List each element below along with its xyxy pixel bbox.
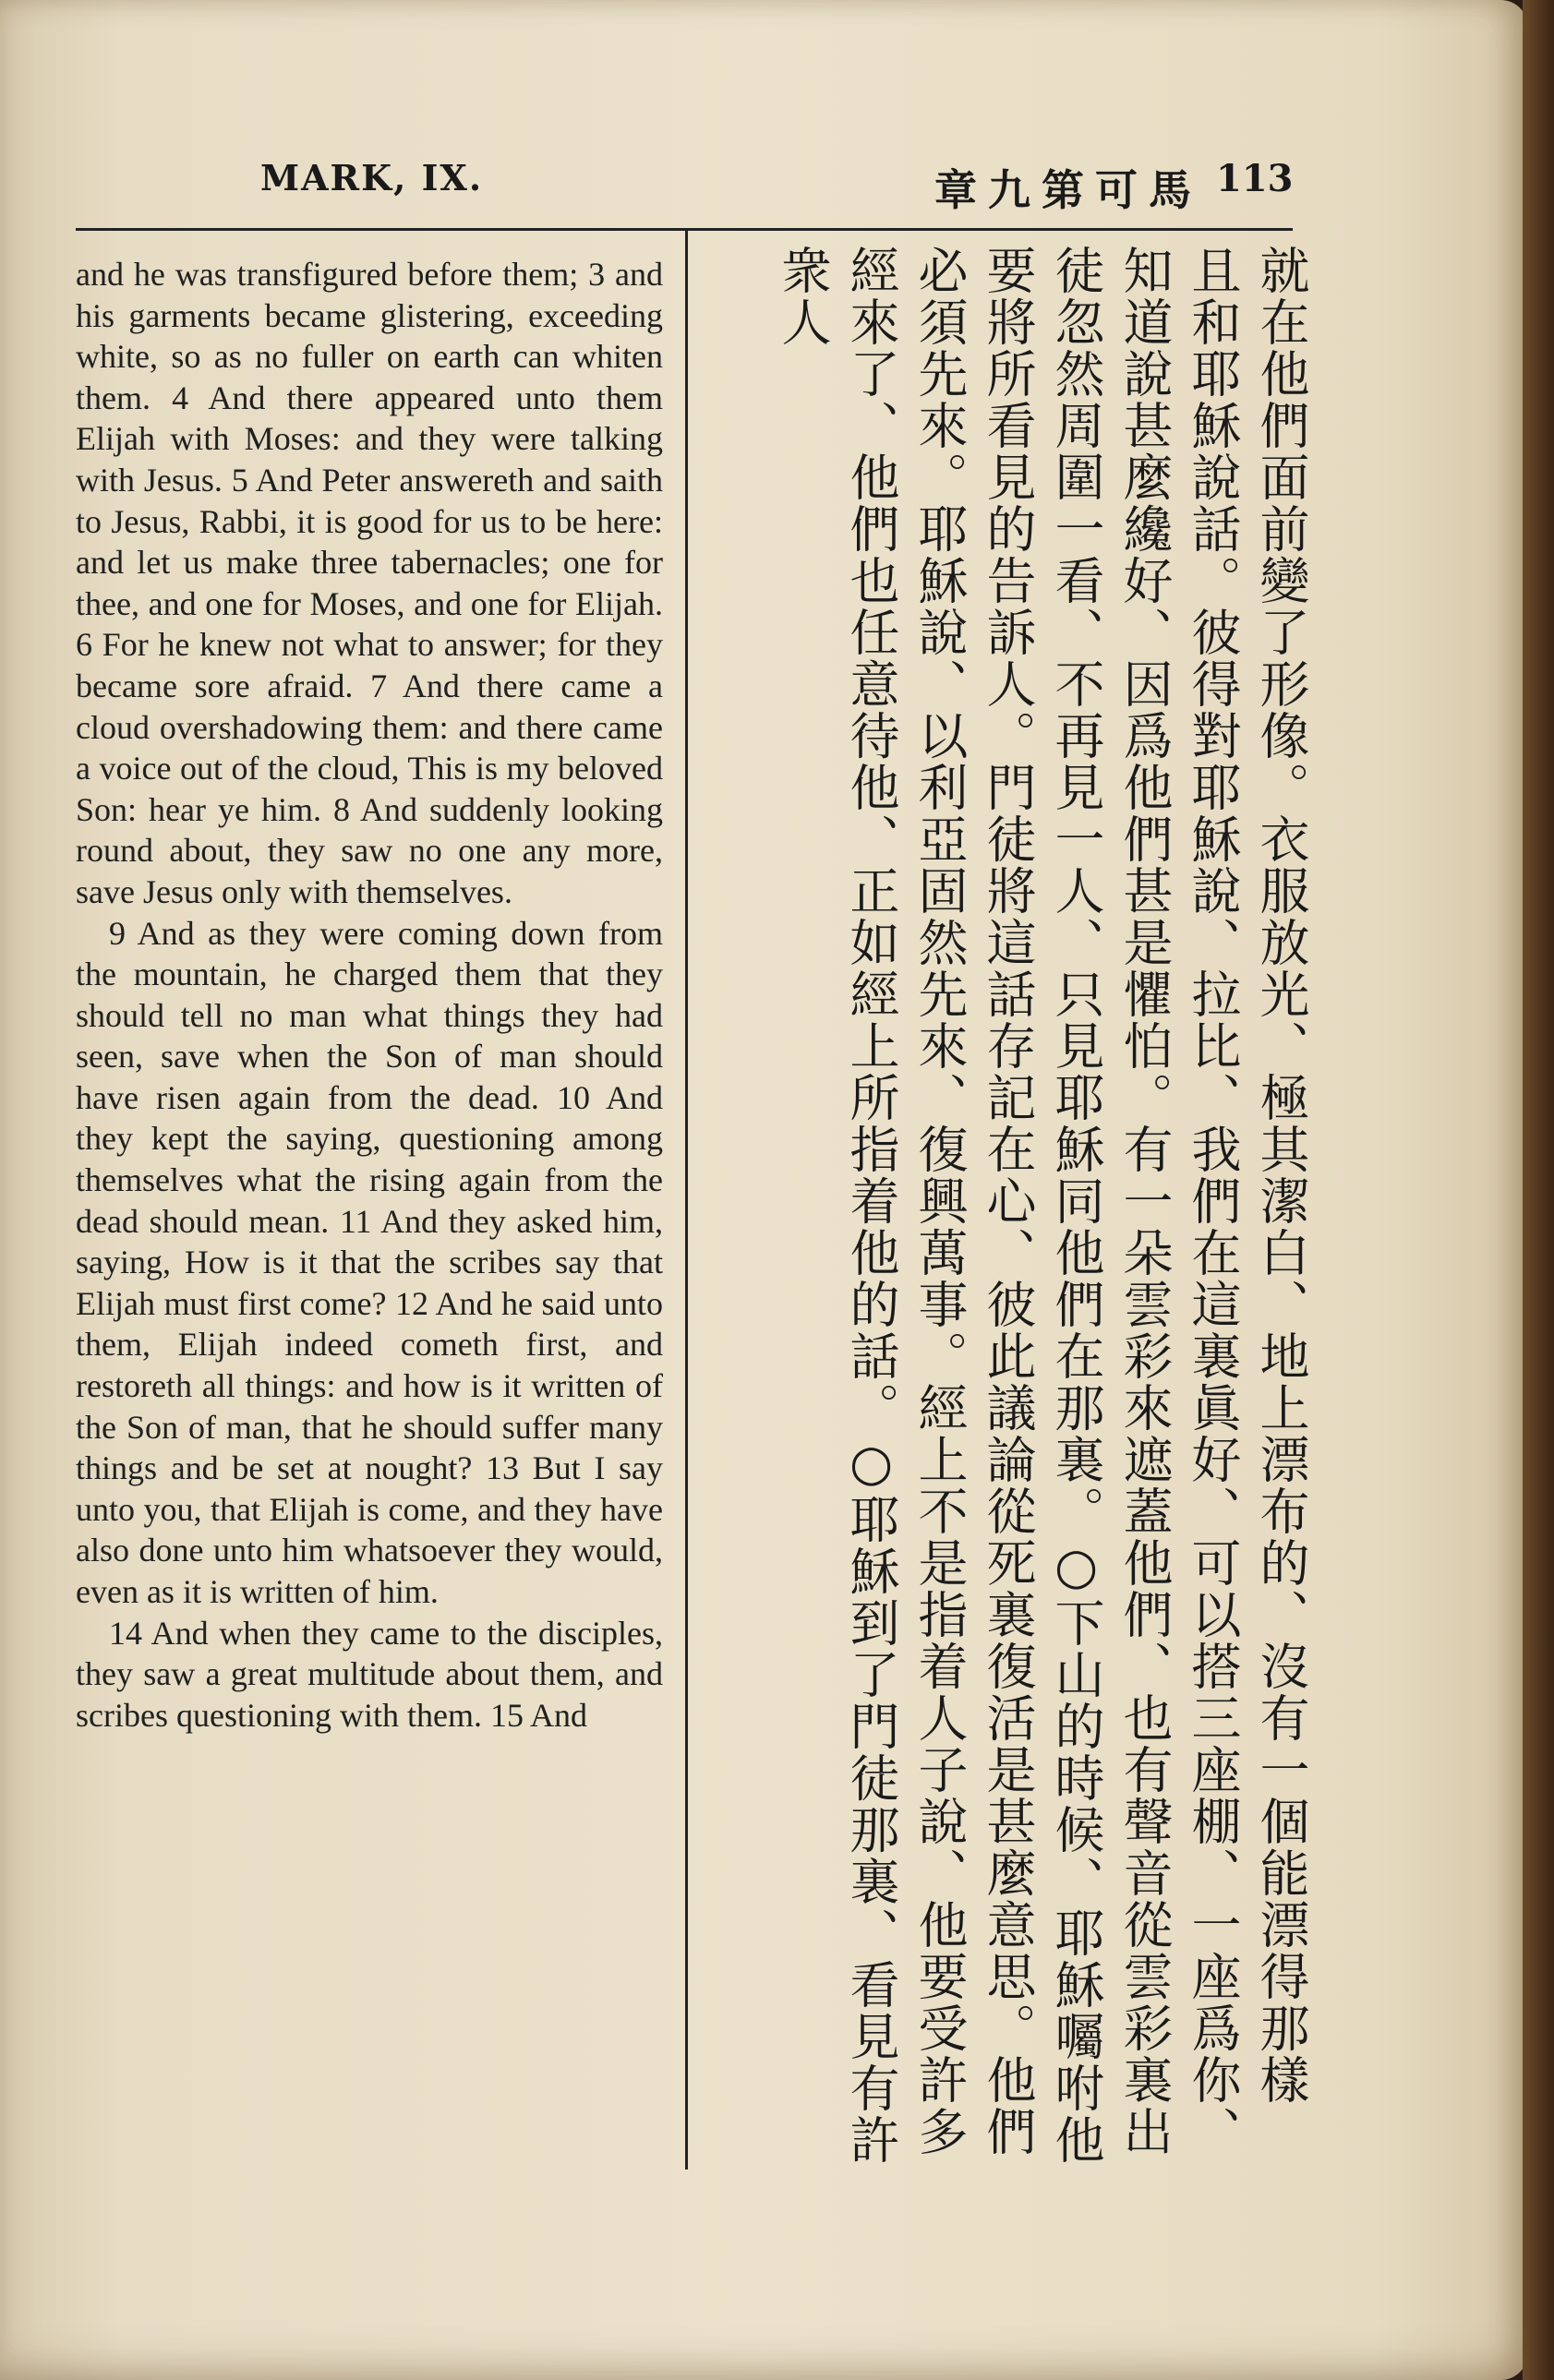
english-paragraph: 9 And as they were coming down from the mountain, he charged them that they should tell no man what things they had seen, save when the Son of man should have risen again from the dead. 10 And they kept the saying, questioning among themselves what the rising again from the dead should mean. 11 And they asked him, saying, How is it that the scribes say that Elijah must first come? 12 And he said unto them, Elijah indeed cometh first, and restoreth all things: and how is it written of the Son of man, that he should suffer many things and be set at nought? 13 But I say unto you, that Elijah is come, and they have also done unto him whatsoever they would, even as it is written of him. (76, 914, 663, 1610)
running-head-english: MARK, IX. (260, 157, 484, 198)
chinese-text-column: 必須先來。耶穌說、以利亞固然先來、復興萬事。經上不是指着人子說、他要受許多 (910, 245, 969, 2158)
chinese-text-column: 衆人 (774, 245, 832, 348)
chinese-text-column: 要將所看見的告訴人。門徒將這話存記在心、彼此議論從死裏復活是甚麼意思。他們 (979, 245, 1037, 2158)
page-header (76, 157, 1295, 215)
english-paragraph: 14 And when they came to the disciples, they saw a great multitude about them, and scribes questioning with them. 15 And (76, 1614, 663, 1734)
header-rule (76, 228, 1293, 231)
chinese-column (702, 245, 1311, 2202)
page-number: 113 (1216, 157, 1294, 200)
column-divider (685, 231, 688, 2170)
chinese-text-column: 經來了、他們也任意待他、正如經上所指着他的話。○耶穌到了門徒那裏、看見有許 (842, 245, 900, 2166)
chinese-text-column: 知道說甚麼纔好、因爲他們甚是懼怕。有一朵雲彩來遮蓋他們、也有聲音從雲彩裏出 (1115, 245, 1174, 2158)
english-column (76, 254, 663, 1736)
running-head-chinese: 章九第可馬 (934, 165, 1202, 215)
chinese-text-column: 徒忽然周圍一看、不再見一人、只見耶穌同他們在那裏。○下山的時候、耶穌囑咐他 (1047, 245, 1105, 2166)
book-page-edge (1523, 0, 1554, 2380)
chinese-text-column: 且和耶穌說話。彼得對耶穌說、拉比、我們在這裏眞好、可以搭三座棚、一座爲你、 (1184, 245, 1242, 2158)
chinese-text-column: 就在他們面前變了形像。衣服放光、極其潔白、地上漂布的、沒有一個能漂得那樣 (1252, 245, 1310, 2106)
english-paragraph: and he was transfigured before them; 3 and his garments became glistering, exceeding white, so as no fuller on earth can whiten them. 4 And there appeared unto them Elijah with Moses: and they were talking with Jesus. 5 And Peter answereth and saith to Jesus, Rabbi, it is good for us to be here: and let us make three tabernacles; one for thee, and one for Moses, and one for Elijah. 6 For he knew not what to answer; for they became sore afraid. 7 And there came a cloud overshadowing them: and there came a voice out of the cloud, This is my beloved Son: hear ye him. 8 And suddenly looking round about, they saw no one any more, save Jesus only with themselves. (76, 256, 663, 910)
